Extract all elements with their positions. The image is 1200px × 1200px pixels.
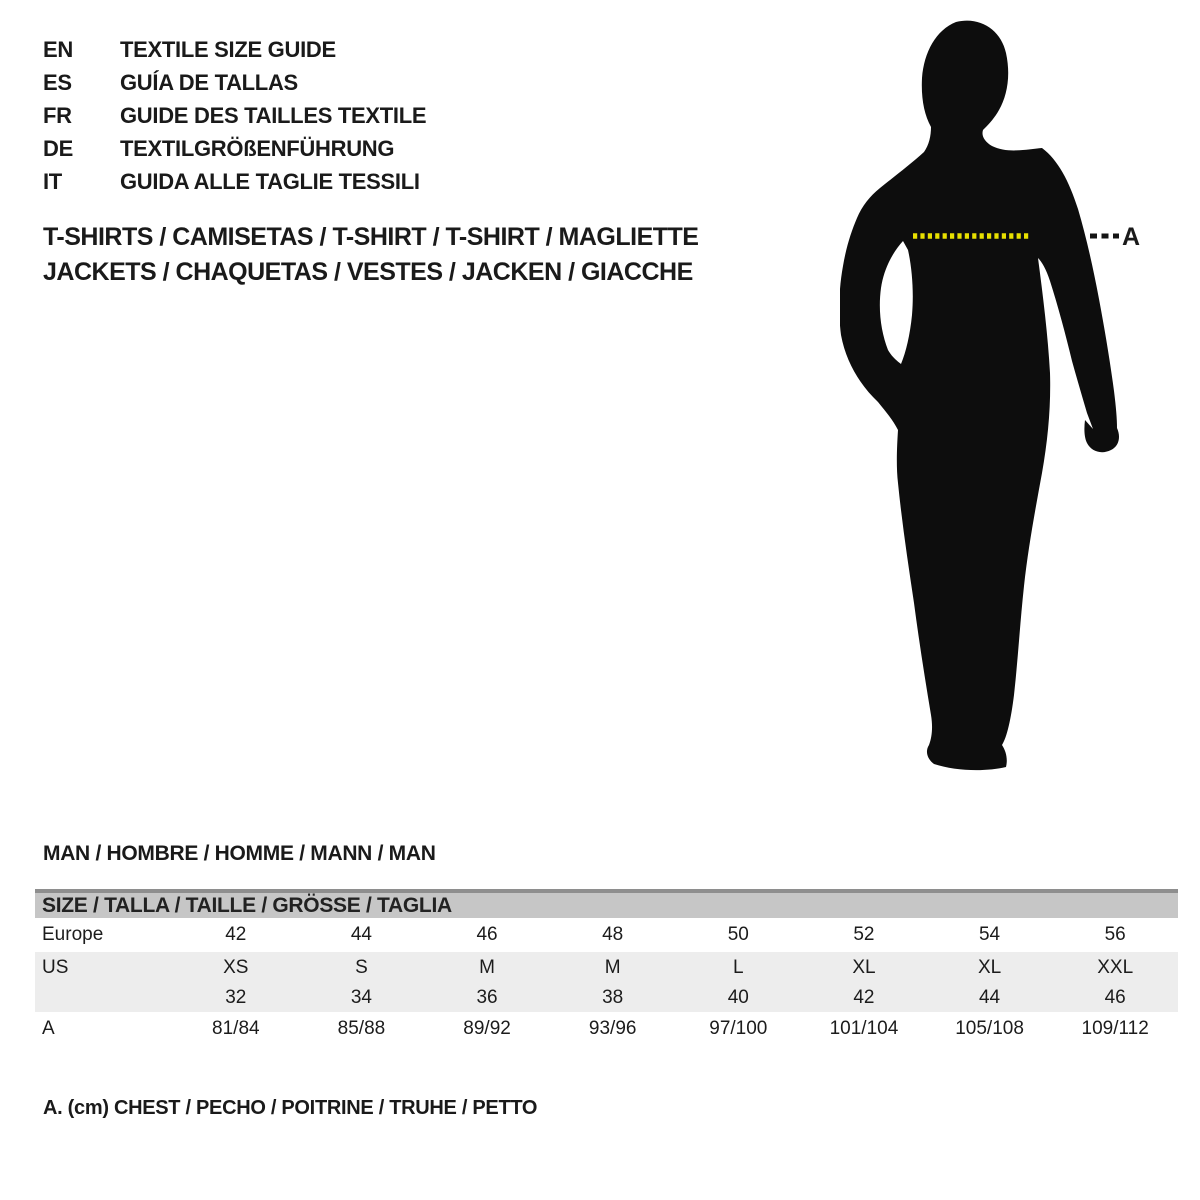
size-value-cell: 109/112 (1081, 1018, 1149, 1039)
measurement-footnote: A. (cm) CHEST / PECHO / POITRINE / TRUHE / PETTO (43, 1097, 538, 1119)
size-value-cell: 36 (476, 987, 498, 1008)
size-table-row-a-chest (35, 1012, 1178, 1046)
size-value-cell: 101/104 (829, 1018, 899, 1039)
size-value-cell: 32 (225, 987, 247, 1008)
language-code: FR (43, 103, 72, 128)
size-value-cell: 52 (853, 924, 875, 945)
size-value-cell: 54 (978, 924, 1001, 945)
language-title: GUIDE DES TAILLES TEXTILE (120, 103, 427, 128)
size-row-label (35, 984, 173, 1012)
garment-types-line1: T-SHIRTS / CAMISETAS / T-SHIRT / T-SHIRT / MAGLIETTE (43, 223, 699, 251)
language-row-es (43, 66, 426, 99)
size-table-header-label: SIZE / TALLA / TAILLE / GRÖSSE / TAGLIA (42, 893, 452, 917)
size-value-cell: 42 (853, 987, 875, 1008)
size-table (35, 889, 1178, 1046)
size-value-cell: XXL (1097, 957, 1134, 978)
language-code: DE (43, 136, 73, 161)
size-value-cell: 81/84 (212, 1018, 260, 1039)
language-title: TEXTILGRÖßENFÜHRUNG (120, 136, 395, 161)
language-row-it (43, 165, 426, 198)
size-value-cell: 46 (1104, 987, 1126, 1008)
size-value-cell: 93/96 (588, 1018, 637, 1039)
section-title-man: MAN / HOMBRE / HOMME / MANN / MAN (43, 842, 436, 865)
size-value-cell: M (479, 957, 495, 978)
language-row-fr (43, 99, 426, 132)
language-title: TEXTILE SIZE GUIDE (120, 37, 336, 62)
size-value-cell: 97/100 (709, 1018, 768, 1039)
size-value-cell: XL (977, 957, 1002, 978)
size-value-cell: 44 (350, 924, 372, 945)
size-row-label: Europe (42, 924, 104, 945)
man-silhouette-path (840, 21, 1119, 771)
size-value-cell: 38 (602, 987, 624, 1008)
size-table-grid (35, 918, 1178, 1046)
size-row-label: A (42, 1018, 55, 1039)
language-code: EN (43, 37, 73, 62)
man-silhouette-figure (840, 15, 1145, 780)
size-value-cell: 48 (602, 924, 624, 945)
size-value-cell: XL (852, 957, 876, 978)
language-list (43, 33, 426, 198)
size-value-cell: 46 (476, 924, 498, 945)
language-title: GUIDA ALLE TAGLIE TESSILI (120, 169, 420, 194)
size-value-cell: 89/92 (463, 1018, 511, 1039)
language-code: IT (43, 169, 62, 194)
size-value-cell: 34 (350, 987, 372, 1008)
garment-types (43, 220, 698, 290)
size-value-cell: XS (223, 957, 249, 978)
language-code: ES (43, 70, 72, 95)
size-value-cell: S (355, 957, 368, 978)
size-value-cell: 50 (727, 924, 749, 945)
language-row-en (43, 33, 426, 66)
size-row-label: US (42, 957, 69, 978)
language-row-de (43, 132, 426, 165)
size-value-cell: 42 (225, 924, 247, 945)
size-value-cell: 44 (978, 987, 1001, 1008)
size-table-row-numeric (35, 984, 1178, 1012)
size-value-cell: L (733, 957, 744, 978)
size-value-cell: M (604, 957, 621, 978)
size-value-cell: 105/108 (955, 1018, 1024, 1039)
size-value-cell: 40 (727, 987, 749, 1008)
size-table-row-us (35, 952, 1178, 984)
size-value-cell: 56 (1104, 924, 1126, 945)
measure-label-a: A (1122, 223, 1141, 251)
size-value-cell: 85/88 (337, 1018, 386, 1039)
size-table-header (35, 889, 1178, 918)
garment-types-line2: JACKETS / CHAQUETAS / VESTES / JACKEN / GIACCHE (43, 258, 693, 286)
size-table-row-europe (35, 918, 1178, 952)
language-title: GUÍA DE TALLAS (120, 70, 298, 95)
